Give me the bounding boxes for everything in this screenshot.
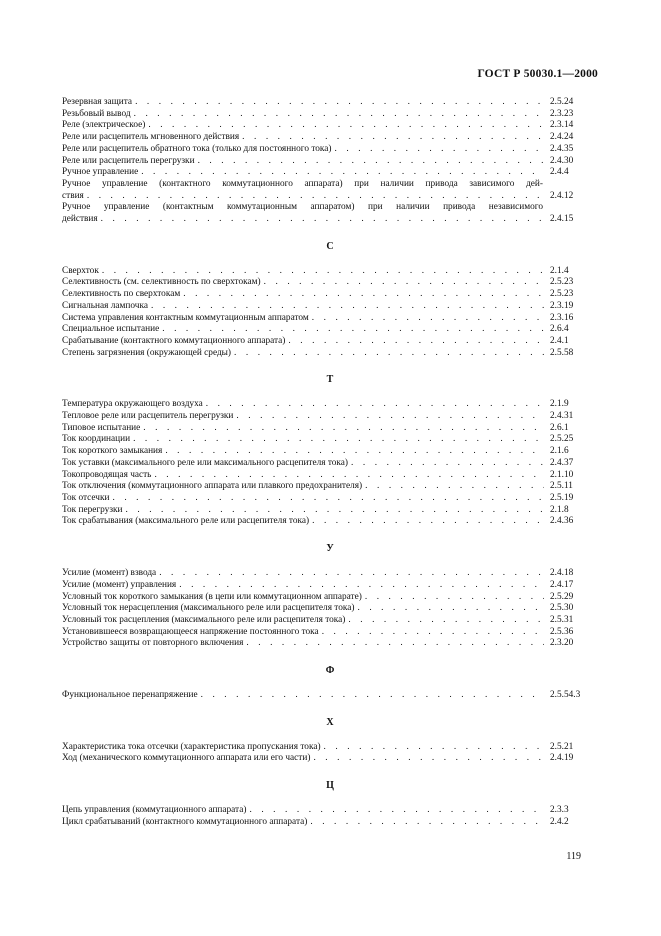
index-ref: 2.5.24 xyxy=(550,97,574,107)
dot-leader xyxy=(351,458,544,470)
index-entry xyxy=(62,324,598,336)
index-ref: 2.5.21 xyxy=(550,741,574,752)
index-ref: 2.1.6 xyxy=(550,446,569,457)
dot-leader xyxy=(335,144,544,156)
index-entry xyxy=(62,615,598,627)
dot-leader xyxy=(348,615,544,627)
dot-leader xyxy=(365,481,544,493)
index-entry-line2 xyxy=(62,191,598,203)
dot-leader xyxy=(179,580,544,592)
dot-leader xyxy=(102,266,544,278)
index-entry xyxy=(62,580,598,592)
index-entry-multiline xyxy=(62,202,598,225)
dot-leader xyxy=(165,446,544,458)
index-entry xyxy=(62,132,598,144)
dot-leader xyxy=(101,214,544,226)
index-ref: 2.4.35 xyxy=(550,143,574,154)
index-ref: 2.4.24 xyxy=(550,132,574,143)
index-term: Ручное управление xyxy=(62,167,139,178)
index-ref: 2.1.8 xyxy=(550,504,569,515)
index-ref: 2.5.25 xyxy=(550,434,574,445)
index-ref: 2.5.30 xyxy=(550,603,574,614)
section-letter-heading: Ц xyxy=(326,780,334,792)
index-term: Степень загрязнения (окружающей среды) xyxy=(62,347,232,358)
dot-leader xyxy=(246,638,544,650)
index-section xyxy=(62,543,598,650)
section-letter-heading: Т xyxy=(326,374,334,386)
index-entry xyxy=(62,399,598,411)
index-term: Срабатывание (контактного коммутационного аппарата) xyxy=(62,335,286,346)
index-entry xyxy=(62,266,598,278)
index-term: Токопроводящая часть xyxy=(62,469,152,480)
index-entry xyxy=(62,481,598,493)
page-number: 119 xyxy=(566,851,581,862)
index-ref: 2.5.58 xyxy=(550,347,574,358)
index-section xyxy=(62,717,598,765)
index-entry xyxy=(62,301,598,313)
dot-leader xyxy=(141,167,544,179)
index-term: Характеристика тока отсечки (характеристика пропускания тока) xyxy=(62,741,321,752)
index-entry xyxy=(62,638,598,650)
index-entry xyxy=(62,742,598,754)
dot-leader xyxy=(112,493,544,505)
dot-leader xyxy=(135,97,544,109)
dot-leader xyxy=(134,109,544,121)
index-ref: 2.4.17 xyxy=(550,579,574,590)
index-entry xyxy=(62,505,598,517)
dot-leader xyxy=(236,411,544,423)
index-section xyxy=(62,241,598,360)
index-ref: 2.1.4 xyxy=(550,265,569,276)
index-entry xyxy=(62,336,598,348)
index-term: Селективность (см. селективность по сверхтокам) xyxy=(62,277,261,288)
dot-leader xyxy=(313,753,544,765)
index-term: Усилие (момент) управления xyxy=(62,579,177,590)
index-term: Ток уставки (максимального реле или максимального расцепителя тока) xyxy=(62,457,349,468)
index-entry xyxy=(62,411,598,423)
index-ref: 2.5.31 xyxy=(550,614,574,625)
index-entry xyxy=(62,167,598,179)
index-entry xyxy=(62,120,598,132)
dot-leader xyxy=(234,348,544,360)
index-section xyxy=(62,97,598,226)
index-section xyxy=(62,374,598,528)
index-entry xyxy=(62,753,598,765)
index-term: Реле или расцепитель мгновенного действия xyxy=(62,132,240,143)
index-term: Селективность по сверхтокам xyxy=(62,289,181,300)
index-entry xyxy=(62,348,598,360)
index-term: Реле или расцепитель перегрузки xyxy=(62,155,195,166)
dot-leader xyxy=(322,627,544,639)
dot-leader xyxy=(148,120,544,132)
index-term: Ток срабатывания (максимального реле или расцепителя тока) xyxy=(62,516,310,527)
index-ref: 2.3.20 xyxy=(550,638,574,649)
index-term: Система управления контактным коммутационным аппаратом xyxy=(62,312,309,323)
section-letter-heading: Х xyxy=(326,716,334,728)
dot-leader xyxy=(357,603,544,615)
index-ref: 2.4.36 xyxy=(550,516,574,527)
document-header: ГОСТ Р 50030.1—2000 xyxy=(477,68,598,80)
index-ref: 2.3.19 xyxy=(550,300,574,311)
index-ref: 2.3.3 xyxy=(550,805,569,816)
index-ref: 2.6.4 xyxy=(550,324,569,335)
index-term-line1: Ручное управление (контактного коммутационного аппарата) при наличии привода зависимого дей- xyxy=(62,178,543,189)
index-entry xyxy=(62,109,598,121)
index-sections xyxy=(62,97,598,829)
index-entry xyxy=(62,690,598,702)
index-term: Сверхток xyxy=(62,265,99,276)
index-ref: 2.5.54.3 xyxy=(550,690,581,701)
dot-leader xyxy=(143,423,544,435)
index-section xyxy=(62,780,598,828)
dot-leader xyxy=(126,505,545,517)
dot-leader xyxy=(242,132,544,144)
index-entry xyxy=(62,277,598,289)
index-entry xyxy=(62,446,598,458)
dot-leader xyxy=(162,324,544,336)
index-term: Условный ток нерасцепления (максимального реле или расцепителя тока) xyxy=(62,603,355,614)
index-ref: 2.4.19 xyxy=(550,753,574,764)
index-ref: 2.4.2 xyxy=(550,816,569,827)
index-ref: 2.1.9 xyxy=(550,399,569,410)
index-term: Ток короткого замыкания xyxy=(62,446,163,457)
index-ref: 2.6.1 xyxy=(550,422,569,433)
section-letter-heading: У xyxy=(326,543,334,555)
index-term-line2: ствия xyxy=(62,190,84,201)
index-ref: 2.5.19 xyxy=(550,492,574,503)
index-ref: 2.3.23 xyxy=(550,108,574,119)
index-ref: 2.4.4 xyxy=(550,167,569,178)
index-term: Специальное испытание xyxy=(62,324,160,335)
index-term: Типовое испытание xyxy=(62,422,141,433)
index-entry xyxy=(62,516,598,528)
index-entry xyxy=(62,423,598,435)
index-term: Тепловое реле или расцепитель перегрузки xyxy=(62,411,234,422)
index-entry xyxy=(62,470,598,482)
dot-leader xyxy=(288,336,544,348)
index-ref: 2.5.36 xyxy=(550,626,574,637)
index-ref: 2.4.1 xyxy=(550,335,569,346)
index-entry xyxy=(62,289,598,301)
section-letter-heading: Ф xyxy=(325,665,335,677)
dot-leader xyxy=(183,289,544,301)
index-term: Условный ток короткого замыкания (в цепи или коммутационном аппарате) xyxy=(62,591,362,602)
index-entry xyxy=(62,627,598,639)
index-ref: 2.4.12 xyxy=(550,190,574,201)
index-term: Установившееся возвращающееся напряжение постоянного тока xyxy=(62,626,319,637)
index-content xyxy=(62,97,598,829)
index-entry xyxy=(62,568,598,580)
index-term: Функциональное перенапряжение xyxy=(62,690,198,701)
index-entry xyxy=(62,592,598,604)
index-ref: 2.4.37 xyxy=(550,457,574,468)
index-term-line1: Ручное управление (контактным коммутационным аппаратом) при наличии привода независимого xyxy=(62,202,543,213)
index-ref: 2.4.31 xyxy=(550,411,574,422)
index-term: Сигнальная лампочка xyxy=(62,300,148,311)
index-entry xyxy=(62,458,598,470)
dot-leader xyxy=(264,277,544,289)
dot-leader xyxy=(87,191,544,203)
index-ref: 2.5.29 xyxy=(550,591,574,602)
index-entry xyxy=(62,603,598,615)
dot-leader xyxy=(312,313,544,325)
index-ref: 2.4.30 xyxy=(550,155,574,166)
index-entry xyxy=(62,434,598,446)
index-term: Резервная защита xyxy=(62,97,133,107)
dot-leader xyxy=(365,592,544,604)
index-entry-multiline xyxy=(62,179,598,202)
index-term: Резьбовый вывод xyxy=(62,108,131,119)
index-term: Ток отсечки xyxy=(62,492,110,503)
dot-leader xyxy=(310,817,544,829)
index-ref: 2.3.14 xyxy=(550,120,574,131)
dot-leader xyxy=(198,156,544,168)
index-ref: 2.5.23 xyxy=(550,277,574,288)
index-term-line2: действия xyxy=(62,214,98,225)
index-term: Ход (механического коммутационного аппарата или его части) xyxy=(62,753,311,764)
index-term: Условный ток расцепления (максимального реле или расцепителя тока) xyxy=(62,614,346,625)
index-term: Устройство защиты от повторного включения xyxy=(62,638,244,649)
index-entry xyxy=(62,805,598,817)
index-entry xyxy=(62,144,598,156)
index-ref: 2.1.10 xyxy=(550,469,574,480)
index-term: Реле или расцепитель обратного тока (только для постоянного тока) xyxy=(62,143,332,154)
index-term: Усилие (момент) взвода xyxy=(62,568,157,579)
dot-leader xyxy=(159,568,544,580)
index-entry xyxy=(62,97,598,109)
section-letter-heading: С xyxy=(326,240,334,252)
index-term: Температура окружающего воздуха xyxy=(62,399,203,410)
index-ref: 2.3.16 xyxy=(550,312,574,323)
index-section xyxy=(62,665,598,702)
index-term: Цикл срабатываний (контактного коммутационного аппарата) xyxy=(62,816,308,827)
index-entry xyxy=(62,493,598,505)
dot-leader xyxy=(206,399,544,411)
dot-leader xyxy=(201,690,544,702)
index-ref: 2.5.23 xyxy=(550,289,574,300)
index-ref: 2.5.11 xyxy=(550,481,573,492)
index-ref: 2.4.15 xyxy=(550,214,574,225)
index-ref: 2.4.18 xyxy=(550,568,574,579)
dot-leader xyxy=(312,516,544,528)
dot-leader xyxy=(133,434,544,446)
index-entry xyxy=(62,817,598,829)
index-entry xyxy=(62,156,598,168)
dot-leader xyxy=(324,742,544,754)
dot-leader xyxy=(154,470,544,482)
index-term: Ток перегрузки xyxy=(62,504,123,515)
index-term: Ток координации xyxy=(62,434,131,445)
index-term: Цепь управления (коммутационного аппарата) xyxy=(62,805,247,816)
index-entry xyxy=(62,313,598,325)
index-term: Ток отключения (коммутационного аппарата или плавкого предохранителя) xyxy=(62,481,363,492)
dot-leader xyxy=(249,805,544,817)
index-term: Реле (электрическое) xyxy=(62,120,146,131)
index-entry-line2 xyxy=(62,214,598,226)
dot-leader xyxy=(151,301,544,313)
